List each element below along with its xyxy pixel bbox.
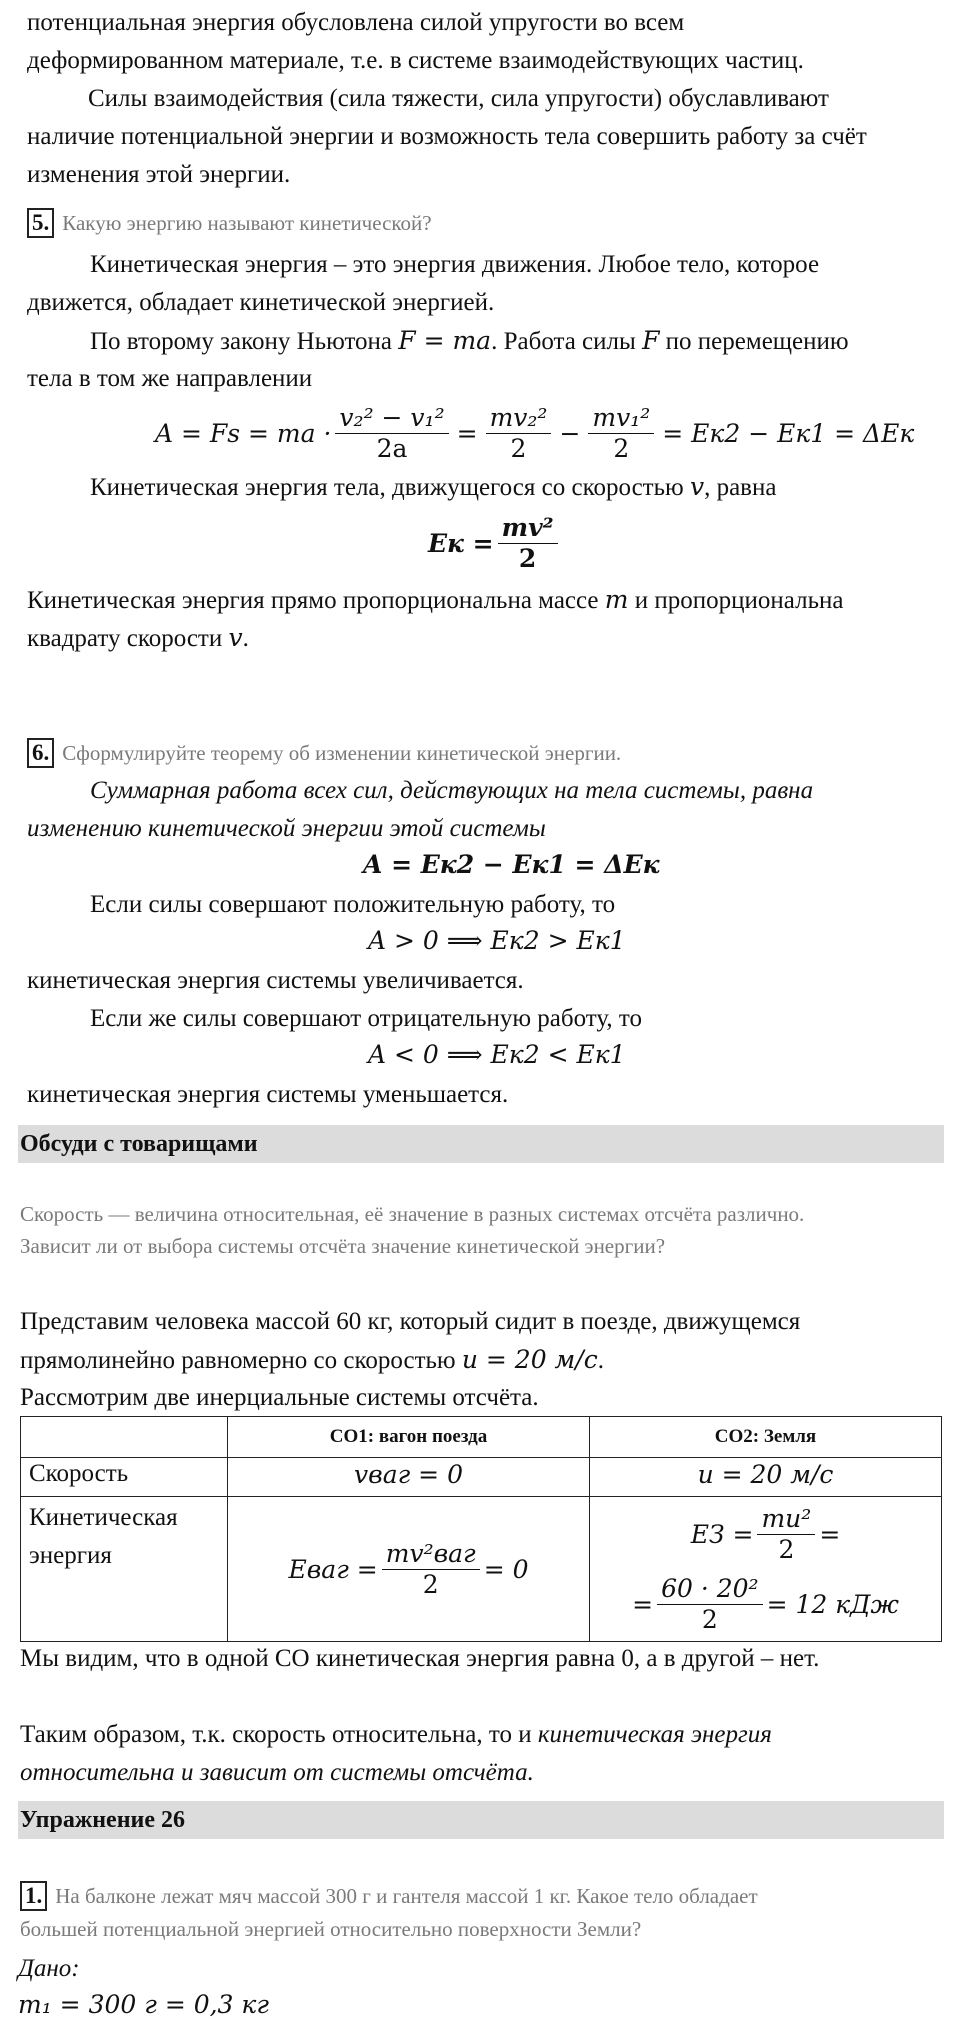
theorem-line-2: изменению кинетической энергии этой системы xyxy=(27,815,546,842)
kinetic-energy-frame-2 xyxy=(590,1497,942,1642)
question-text: Сформулируйте теорему об изменении кинетической энергии. xyxy=(62,741,622,765)
equation-part: A = Fs = ma · xyxy=(155,418,332,448)
equation-part: EЗ = xyxy=(690,1519,754,1549)
table-row xyxy=(21,1497,942,1642)
denominator: 2 xyxy=(510,433,527,463)
numerator: 60 · 20² xyxy=(657,1574,763,1605)
section-header-discuss: Обсуди с товарищами xyxy=(18,1125,944,1163)
question-number: 5. xyxy=(27,208,54,238)
speed-frame-2: u = 20 м/с xyxy=(590,1458,942,1497)
text: . xyxy=(242,625,249,652)
formula: F = ma xyxy=(398,326,492,355)
question-6 xyxy=(27,738,621,768)
conclusion-2b: относительна и зависит от системы отсчёта. xyxy=(20,1759,534,1786)
intro-line-2: деформированном материале, т.е. в системе взаимодействующих частиц. xyxy=(27,47,804,74)
numerator: mu² xyxy=(757,1504,815,1535)
fraction xyxy=(382,1539,480,1600)
given-mass-1: m₁ = 300 г = 0,3 кг xyxy=(18,1990,269,2019)
equation-part: = 0 xyxy=(483,1554,529,1584)
positive-work-equation: A > 0 ⟹ Eк2 > Eк1 xyxy=(368,926,626,955)
numerator: mv² xyxy=(498,513,558,544)
exercise-question-1 xyxy=(20,1881,758,1911)
denominator: 2 xyxy=(701,1604,718,1634)
fraction xyxy=(498,513,558,574)
formula: u = 20 м/с xyxy=(461,1345,598,1374)
formula: m xyxy=(604,585,629,614)
label-line: Кинетическая xyxy=(29,1504,178,1531)
positive-work-result: кинетическая энергия системы увеличивается. xyxy=(27,967,524,994)
denominator: 2a xyxy=(376,433,408,463)
numerator: mv₁² xyxy=(588,403,654,434)
speed-frame-1: vваг = 0 xyxy=(228,1458,590,1497)
table-header-empty xyxy=(21,1417,228,1458)
fraction xyxy=(657,1574,763,1635)
table-header-row xyxy=(21,1417,942,1458)
formula: v xyxy=(228,623,243,652)
q5-paragraph-4a xyxy=(27,581,843,620)
table-header-frame-2: СО2: Земля xyxy=(590,1417,942,1458)
text: . xyxy=(597,1347,604,1374)
table-header-frame-1: СО1: вагон поезда xyxy=(228,1417,590,1458)
work-equation: A = Fs = ma · $\frac{\text{v₂² − v₁²}}{2a}$ = $\frac{\text{mv₂²}}{2}$ − $\frac{\text{mv₁²}}{2}$ = Eк2 − Eк1 = ΔEк xyxy=(155,402,915,463)
conclusion-1: Мы видим, что в одной СО кинетическая энергия равна 0, а в другой – нет. xyxy=(20,1645,820,1672)
reference-frames-table xyxy=(20,1416,942,1642)
theorem-equation: A = Eк2 − Eк1 = ΔEк xyxy=(363,850,660,879)
kinetic-energy-frame-1 xyxy=(228,1497,590,1642)
q5-paragraph-1b: движется, обладает кинетической энергией. xyxy=(27,289,495,316)
q5-paragraph-3 xyxy=(90,468,776,507)
discuss-paragraph-1b xyxy=(20,1341,604,1380)
text: по перемещению xyxy=(665,328,849,355)
intro-line-1: потенциальная энергия обусловлена силой упругости во всем xyxy=(27,9,685,36)
text: Таким образом, т.к. скорость относительна, то и xyxy=(20,1721,532,1748)
equation-part: = xyxy=(632,1589,654,1619)
formula: F xyxy=(642,326,660,355)
equation-part: = 12 кДж xyxy=(766,1589,899,1619)
text: квадрату скорости xyxy=(27,625,223,652)
text: . Работа силы xyxy=(491,328,636,355)
discuss-paragraph-1a: Представим человека массой 60 кг, который сидит в поезде, движущемся xyxy=(20,1308,801,1335)
intro-line-3: Силы взаимодействия (сила тяжести, сила упругости) обуславливают xyxy=(88,85,829,112)
denominator: 2 xyxy=(422,1569,439,1599)
kinetic-energy-formula xyxy=(428,505,562,581)
negative-work-text: Если же силы совершают отрицательную работу, то xyxy=(90,1005,642,1032)
equation-part: = xyxy=(819,1519,841,1549)
section-header-exercise: Упражнение 26 xyxy=(18,1801,944,1839)
fraction xyxy=(335,403,448,464)
fraction xyxy=(486,403,552,464)
numerator: v₂² − v₁² xyxy=(335,403,448,434)
conclusion-2a xyxy=(20,1716,772,1754)
q5-paragraph-2b: тела в том же направлении xyxy=(27,365,313,392)
discuss-paragraph-2: Рассмотрим две инерциальные системы отсчёта. xyxy=(20,1384,539,1411)
numerator: mv₂² xyxy=(486,403,552,434)
denominator: 2 xyxy=(778,1534,795,1564)
emphasis: кинетическая энергия xyxy=(537,1721,772,1748)
question-5 xyxy=(27,208,432,238)
negative-work-equation: A < 0 ⟹ Eк2 < Eк1 xyxy=(368,1040,626,1069)
text: и пропорциональна xyxy=(634,587,844,614)
formula: v xyxy=(689,472,705,501)
intro-line-5: изменения этой энергии. xyxy=(27,161,291,188)
theorem-line-1: Суммарная работа всех сил, действующих на тела системы, равна xyxy=(90,777,814,804)
fraction xyxy=(588,403,654,464)
text: , равна xyxy=(704,474,777,501)
text: прямолинейно равномерно со скоростью xyxy=(20,1347,456,1374)
row-label-kinetic-energy xyxy=(21,1497,228,1642)
question-number: 6. xyxy=(27,738,54,768)
numerator: mv²ваг xyxy=(382,1539,480,1570)
question-text: На балконе лежат мяч массой 300 г и гантеля массой 1 кг. Какое тело обладает xyxy=(55,1884,758,1908)
given-label: Дано: xyxy=(18,1955,80,1982)
intro-line-4: наличие потенциальной энергии и возможность тела совершить работу за счёт xyxy=(27,123,867,150)
denominator: 2 xyxy=(518,543,537,573)
label-line: энергия xyxy=(29,1542,112,1569)
negative-work-result: кинетическая энергия системы уменьшается. xyxy=(27,1081,509,1108)
question-number: 1. xyxy=(20,1881,47,1911)
q5-paragraph-1a: Кинетическая энергия – это энергия движения. Любое тело, которое xyxy=(90,251,820,278)
row-label-speed: Скорость xyxy=(21,1458,228,1497)
discuss-question-line-1: Скорость — величина относительная, её значение в разных системах отсчёта различно. xyxy=(20,1202,805,1226)
q5-paragraph-4b xyxy=(27,619,249,658)
equation-part: Eваг = xyxy=(288,1554,378,1584)
equation-part: Eк = xyxy=(428,528,494,558)
equation-part: = Eк2 − Eк1 = ΔEк xyxy=(662,418,915,448)
fraction xyxy=(757,1504,815,1565)
text: Кинетическая энергия тела, движущегося со скоростью xyxy=(90,474,684,501)
exercise-question-1-line-2: большей потенциальной энергией относительно поверхности Земли? xyxy=(20,1917,642,1941)
discuss-question-line-2: Зависит ли от выбора системы отсчёта значение кинетической энергии? xyxy=(20,1234,666,1258)
positive-work-text: Если силы совершают положительную работу, то xyxy=(90,891,616,918)
text: По второму закону Ньютона xyxy=(90,328,393,355)
question-text: Какую энергию называют кинетической? xyxy=(62,211,432,235)
q5-paragraph-2a xyxy=(90,322,849,361)
table-row xyxy=(21,1458,942,1497)
denominator: 2 xyxy=(613,433,630,463)
text: Кинетическая энергия прямо пропорциональна массе xyxy=(27,587,599,614)
